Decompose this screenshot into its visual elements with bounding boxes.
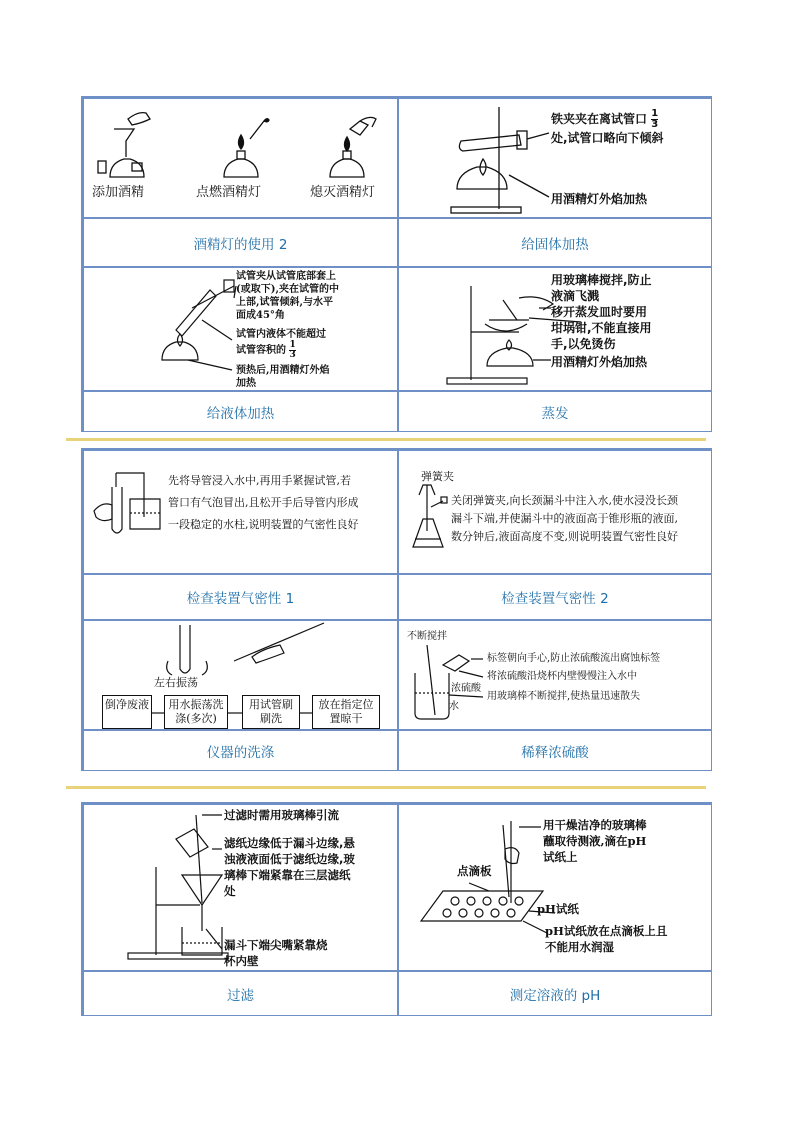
acid-label: 浓硫酸 <box>451 683 481 694</box>
airtight2-line-1: 关闭弹簧夹,向长颈漏斗中注入水,使水浸没长颈 <box>451 494 678 507</box>
cell-solid-heating-image <box>398 98 712 218</box>
dilution-note-3: 用玻璃棒不断搅拌,使热量迅速散失 <box>487 691 641 702</box>
wash-step-1: 倒净废液 <box>102 695 152 729</box>
evap-note-flame: 用酒精灯外焰加热 <box>551 355 648 369</box>
ph-note-plate: pH试纸放在点滴板上且不能用水润湿 <box>545 924 668 954</box>
caption-evaporation: 蒸发 <box>398 391 712 432</box>
dilution-note-1: 标签朝向手心,防止浓硫酸流出腐蚀标签 <box>487 653 661 664</box>
caption-washing: 仪器的洗涤 <box>83 730 398 771</box>
caption-airtight2: 检查装置气密性 2 <box>398 574 712 620</box>
evap-note-stir: 用玻璃棒搅拌,防止液滴飞溅 <box>551 273 652 303</box>
wash-step-3: 用试管刷刷洗 <box>242 695 300 729</box>
shake-label: 左右振荡 <box>154 676 198 689</box>
cell-alcohol-lamp-image <box>83 98 398 218</box>
liquid-note-volume <box>236 328 356 360</box>
liquid-fraction-denominator: 3 <box>289 350 296 360</box>
section-divider-1 <box>66 438 706 441</box>
liquid-note-volume-b: 试管容积的 <box>236 345 286 356</box>
table-heating <box>81 96 712 432</box>
liquid-fraction-numerator: 1 <box>289 340 296 350</box>
airtight1-line-1: 先将导管浸入水中,再用手紧握试管,若 <box>168 474 351 487</box>
alcohol-lamp-illustration <box>84 99 398 218</box>
airtight2-line-3: 数分钟后,液面高度不变,则说明装置气密性良好 <box>451 530 678 543</box>
caption-airtight1: 检查装置气密性 1 <box>83 574 398 620</box>
table-filtration-ph <box>81 802 712 1016</box>
ph-plate-label: 点滴板 <box>457 864 492 878</box>
spring-clip-label: 弹簧夹 <box>421 470 454 483</box>
wash-step-4: 放在指定位置晾干 <box>312 695 380 729</box>
section-divider-2 <box>66 786 706 789</box>
filter-note-paper-edge: 滤纸边缘低于漏斗边缘,悬浊液液面低于滤纸边缘,玻璃棒下端紧靠在三层滤纸处 <box>224 836 355 898</box>
cell-ph-image <box>398 804 712 971</box>
solid-note-clip-position <box>551 109 711 146</box>
dilution-note-2: 将浓硫酸沿烧杯内壁慢慢注入水中 <box>487 671 637 682</box>
label-light-lamp: 点燃酒精灯 <box>196 185 262 200</box>
ph-note-dip: 用干燥洁净的玻璃棒蘸取待测液,滴在pH试纸上 <box>543 818 647 864</box>
airtight1-line-3: 一段稳定的水柱,说明装置的气密性良好 <box>168 518 359 531</box>
cell-dilution-image <box>398 620 712 730</box>
evap-note-tongs: 移开蒸发皿时要用坩埚钳,不能直接用手,以免烫伤 <box>551 305 652 351</box>
liquid-note-preheat: 预热后,用酒精灯外焰加热 <box>236 365 330 389</box>
cell-washing-image <box>83 620 398 730</box>
cell-filtration-image <box>83 804 398 971</box>
cell-liquid-heating-image <box>83 267 398 391</box>
solid-note-1a: 铁夹夹在离试管口 <box>551 112 648 126</box>
fraction-denominator: 3 <box>651 119 659 130</box>
fraction-numerator: 1 <box>651 108 659 119</box>
stir-label: 不断搅拌 <box>407 631 447 642</box>
cell-airtight1-image <box>83 450 398 574</box>
filter-note-funnel-tip: 漏斗下端尖嘴紧靠烧杯内壁 <box>224 938 328 968</box>
caption-ph: 测定溶液的 pH <box>398 971 712 1016</box>
water-label: 水 <box>449 701 459 712</box>
caption-filtration: 过滤 <box>83 971 398 1016</box>
wash-step-2: 用水振荡洗涤(多次) <box>164 695 228 729</box>
ph-paper-label: pH试纸 <box>537 902 579 916</box>
liquid-note-volume-a: 试管内液体不能超过 <box>236 329 326 340</box>
caption-alcohol-lamp: 酒精灯的使用 2 <box>83 218 398 267</box>
label-extinguish-lamp: 熄灭酒精灯 <box>310 185 376 200</box>
caption-solid-heating: 给固体加热 <box>398 218 712 267</box>
airtight1-line-2: 管口有气泡冒出,且松开手后导管内形成 <box>168 496 359 509</box>
caption-dilution: 稀释浓硫酸 <box>398 730 712 771</box>
airtight2-line-2: 漏斗下端,并使漏斗中的液面高于锥形瓶的液面, <box>451 512 678 525</box>
filter-note-glass-rod: 过滤时需用玻璃棒引流 <box>224 808 339 822</box>
table-apparatus <box>81 448 712 771</box>
cell-airtight2-image <box>398 450 712 574</box>
caption-liquid-heating: 给液体加热 <box>83 391 398 432</box>
label-add-alcohol: 添加酒精 <box>92 185 145 200</box>
liquid-note-clip: 试管夹从试管底部套上(或取下),夹在试管的中上部,试管倾斜,与水平面成45°角 <box>236 271 339 321</box>
solid-note-1b: 处,试管口略向下倾斜 <box>551 131 664 145</box>
solid-note-outer-flame: 用酒精灯外焰加热 <box>551 192 648 206</box>
airtight1-illustration <box>84 451 398 574</box>
cell-evaporation-image <box>398 267 712 391</box>
